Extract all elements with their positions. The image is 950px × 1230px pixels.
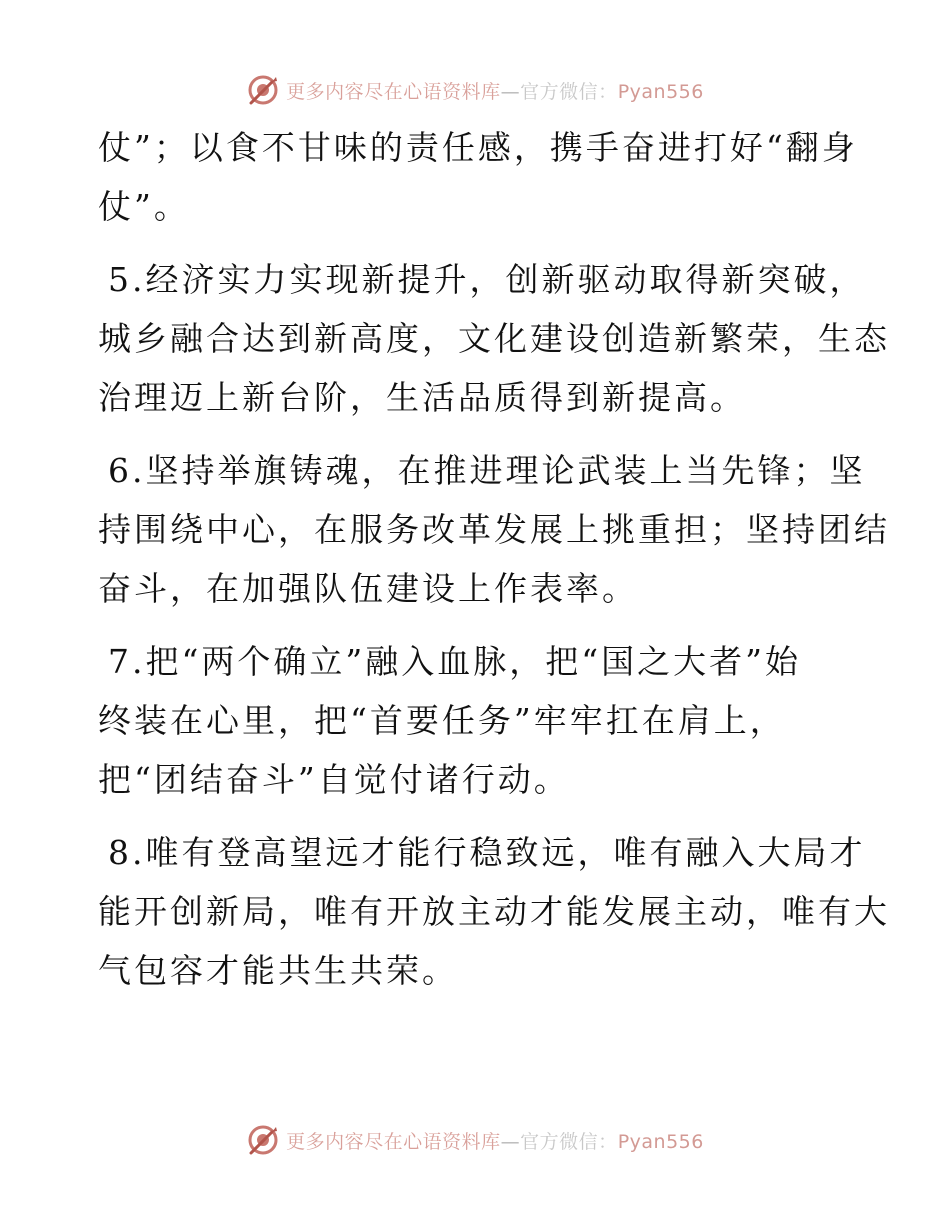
watermark-wechat-id: Pyan556 <box>617 1130 704 1153</box>
watermark-wechat-label: 官方微信： <box>520 80 618 103</box>
text-line: 气包容才能共生共荣。 <box>98 951 458 990</box>
text-line: 治理迈上新台阶，生活品质得到新提高。 <box>98 378 746 417</box>
text-line: 持围绕中心，在服务改革发展上挑重担；坚持团结 <box>98 510 890 549</box>
watermark-text <box>286 1127 704 1154</box>
watermark-brand: 更多内容尽在心语资料库 <box>286 1130 501 1153</box>
paragraph-item-5 <box>98 250 890 427</box>
watermark-separator: — <box>500 1130 521 1153</box>
paragraph-item-6 <box>98 441 890 618</box>
watermark-wechat-id: Pyan556 <box>617 80 704 103</box>
pen-logo-icon <box>246 1123 280 1157</box>
text-line: 7.把“两个确立”融入血脉，把“国之大者”始 <box>108 642 801 681</box>
paragraph-item-8 <box>98 823 890 1000</box>
text-line: 奋斗，在加强队伍建设上作表率。 <box>98 569 638 608</box>
pen-logo-icon <box>246 73 280 107</box>
paragraph-item-7 <box>98 632 850 809</box>
document-body <box>98 118 890 1014</box>
text-line: 终装在心里，把“首要任务”牢牢扛在肩上， <box>98 701 786 740</box>
watermark-text <box>286 77 704 104</box>
text-line: 仗”。 <box>98 187 190 226</box>
text-line: 城乡融合达到新高度，文化建设创造新繁荣，生态 <box>98 319 890 358</box>
text-line: 能开创新局，唯有开放主动才能发展主动，唯有大 <box>98 892 890 931</box>
watermark-wechat-label: 官方微信： <box>520 1130 618 1153</box>
text-line: 仗”；以食不甘味的责任感，携手奋进打好“翻身 <box>98 128 858 167</box>
watermark-brand: 更多内容尽在心语资料库 <box>286 80 501 103</box>
header-watermark <box>0 70 950 110</box>
paragraph-continuation <box>98 118 858 236</box>
footer-watermark <box>0 1120 950 1160</box>
watermark-separator: — <box>500 80 521 103</box>
text-line: 把“团结奋斗”自觉付诸行动。 <box>98 760 570 799</box>
text-line: 8.唯有登高望远才能行稳致远，唯有融入大局才 <box>108 833 866 872</box>
text-line: 6.坚持举旗铸魂，在推进理论武装上当先锋；坚 <box>108 451 866 490</box>
text-line: 5.经济实力实现新提升，创新驱动取得新突破， <box>108 260 866 299</box>
